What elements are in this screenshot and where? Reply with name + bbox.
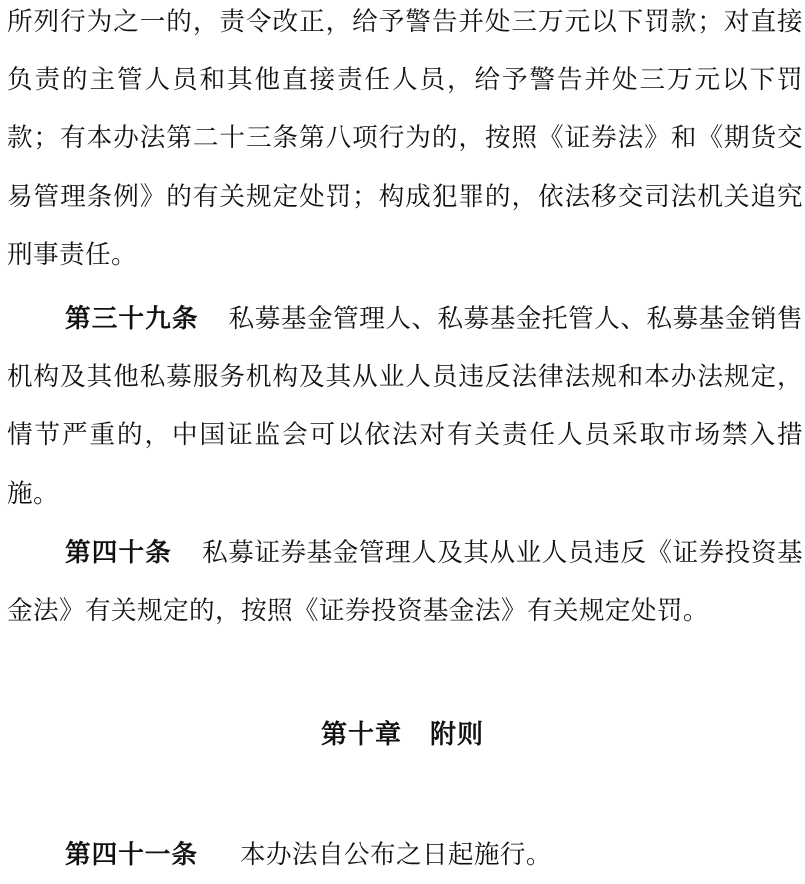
continuation-paragraph: 所列行为之一的，责令改正，给予警告并处三万元以下罚款；对直接负责的主管人员和其他直接责任人员，给予警告并处三万元以下罚款；有本办法第二十三条第八项行为的，按照《证券法》和《期货交易管理条例》的有关规定处罚；构成犯罪的，依法移交司法机关追究刑事责任。 — [7, 7, 803, 270]
chapter-heading — [0, 712, 805, 758]
article-41-paragraph — [7, 826, 803, 884]
article-39-paragraph — [7, 290, 803, 523]
article-41-label: 第四十一条 — [65, 840, 198, 870]
article-40-text: 私募证券基金管理人及其从业人员违反《证券投资基金法》有关规定的，按照《证券投资基金法》有关规定处罚。 — [7, 538, 803, 627]
article-40-paragraph — [7, 524, 803, 640]
chapter-number: 第十章 — [320, 720, 402, 750]
chapter-title: 附则 — [430, 720, 485, 750]
article-40-label: 第四十条 — [65, 538, 172, 568]
article-39-text: 私募基金管理人、私募基金托管人、私募基金销售机构及其他私募服务机构及其从业人员违反法律法规和本办法规定，情节严重的，中国证监会可以依法对有关责任人员采取市场禁入措施。 — [7, 304, 803, 509]
article-41-text: 本办法自公布之日起施行。 — [239, 840, 552, 870]
article-39-label: 第三十九条 — [65, 304, 199, 334]
